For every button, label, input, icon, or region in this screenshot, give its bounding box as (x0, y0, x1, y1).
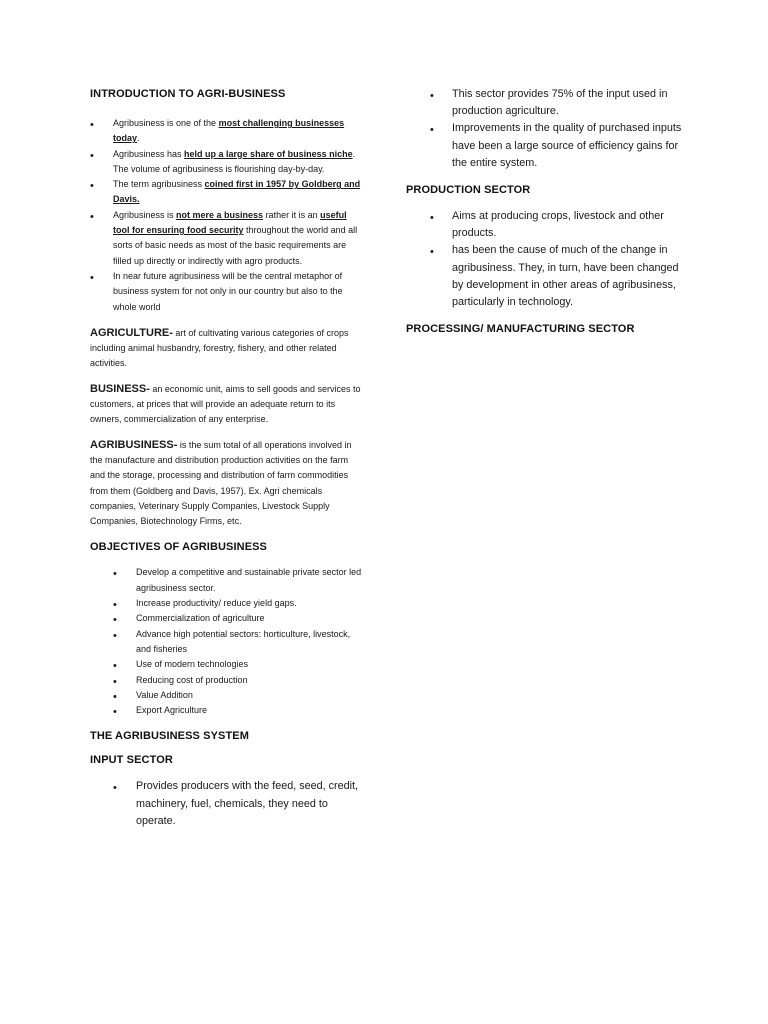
business-definition: BUSINESS- an economic unit, aims to sell goods and services to customers, at prices that will provide an adequate return to its owners, commercialization of any enterprise. (90, 382, 361, 425)
production-sector-list (406, 208, 686, 311)
input-sector-list-left (90, 778, 365, 830)
intro-list (90, 116, 365, 315)
objective-item: • Value Addition (90, 688, 365, 703)
production-sector-heading: PRODUCTION SECTOR (406, 184, 531, 197)
business-term: BUSINESS- (90, 382, 150, 395)
input-sector-list-right (406, 86, 686, 172)
production-sector-item: • has been the cause of much of the change in agribusiness. They, in turn, have been changed by development in other areas of agribusiness, particularly in technology. (406, 242, 686, 311)
agribusiness-definition: AGRIBUSINESS- is the sum total of all operations involved in the manufacture and distribution production activities on the farm and the storage, processing and distribution of farm commodities from them (Goldberg and Davis, 1957). Ex. Agri chemicals companies, Veterinary Supply Companies, Livestock Supply Companies, Biotechnology Firms, etc. (90, 438, 352, 527)
input-sector-item: • Improvements in the quality of purchased inputs have been a large source of efficiency gains for the entire system. (406, 120, 686, 172)
agriculture-term: AGRICULTURE- (90, 326, 173, 339)
intro-item-2: • Agribusiness has held up a large share of business niche. The volume of agribusiness is flourishing day-by-day. (90, 147, 365, 178)
system-heading: THE AGRIBUSINESS SYSTEM (90, 730, 249, 743)
intro-item-5: • In near future agribusiness will be the central metaphor of business system for not only in our country but also to the whole world (90, 269, 365, 315)
objective-item: • Export Agriculture (90, 703, 365, 718)
objective-item: • Reducing cost of production (90, 673, 365, 688)
intro-item-4: • Agribusiness is not mere a business rather it is an useful tool for ensuring food security throughout the world and all sorts of basic needs as most of the basic requirements are filled up directly or indirectly with agro products. (90, 208, 365, 269)
left-column (90, 88, 365, 830)
objective-item: • Use of modern technologies (90, 657, 365, 672)
processing-sector-heading: PROCESSING/ MANUFACTURING SECTOR (406, 323, 635, 336)
agribusiness-term: AGRIBUSINESS- (90, 438, 178, 451)
intro-item-3: • The term agribusiness coined first in 1957 by Goldberg and Davis. (90, 177, 365, 208)
intro-item-1: • Agribusiness is one of the most challenging businesses today. (90, 116, 365, 147)
input-sector-heading: INPUT SECTOR (90, 754, 173, 767)
input-sector-item: • Provides producers with the feed, seed, credit, machinery, fuel, chemicals, they need to operate. (90, 778, 365, 830)
objective-item: • Commercialization of agriculture (90, 611, 365, 626)
objectives-heading: OBJECTIVES OF AGRIBUSINESS (90, 541, 267, 554)
right-column (406, 88, 686, 335)
objective-item: • Advance high potential sectors: horticulture, livestock, and fisheries (90, 627, 365, 658)
input-sector-item: • This sector provides 75% of the input used in production agriculture. (406, 86, 686, 120)
objective-item: • Develop a competitive and sustainable private sector led agribusiness sector. (90, 565, 365, 596)
production-sector-item: • Aims at producing crops, livestock and other products. (406, 208, 686, 242)
agriculture-definition: AGRICULTURE- art of cultivating various categories of crops including animal husbandry, forestry, fishery, and other related activities. (90, 326, 349, 369)
objectives-list (90, 565, 365, 718)
intro-heading: INTRODUCTION TO AGRI-BUSINESS (90, 88, 286, 100)
objective-item: • Increase productivity/ reduce yield gaps. (90, 596, 365, 611)
